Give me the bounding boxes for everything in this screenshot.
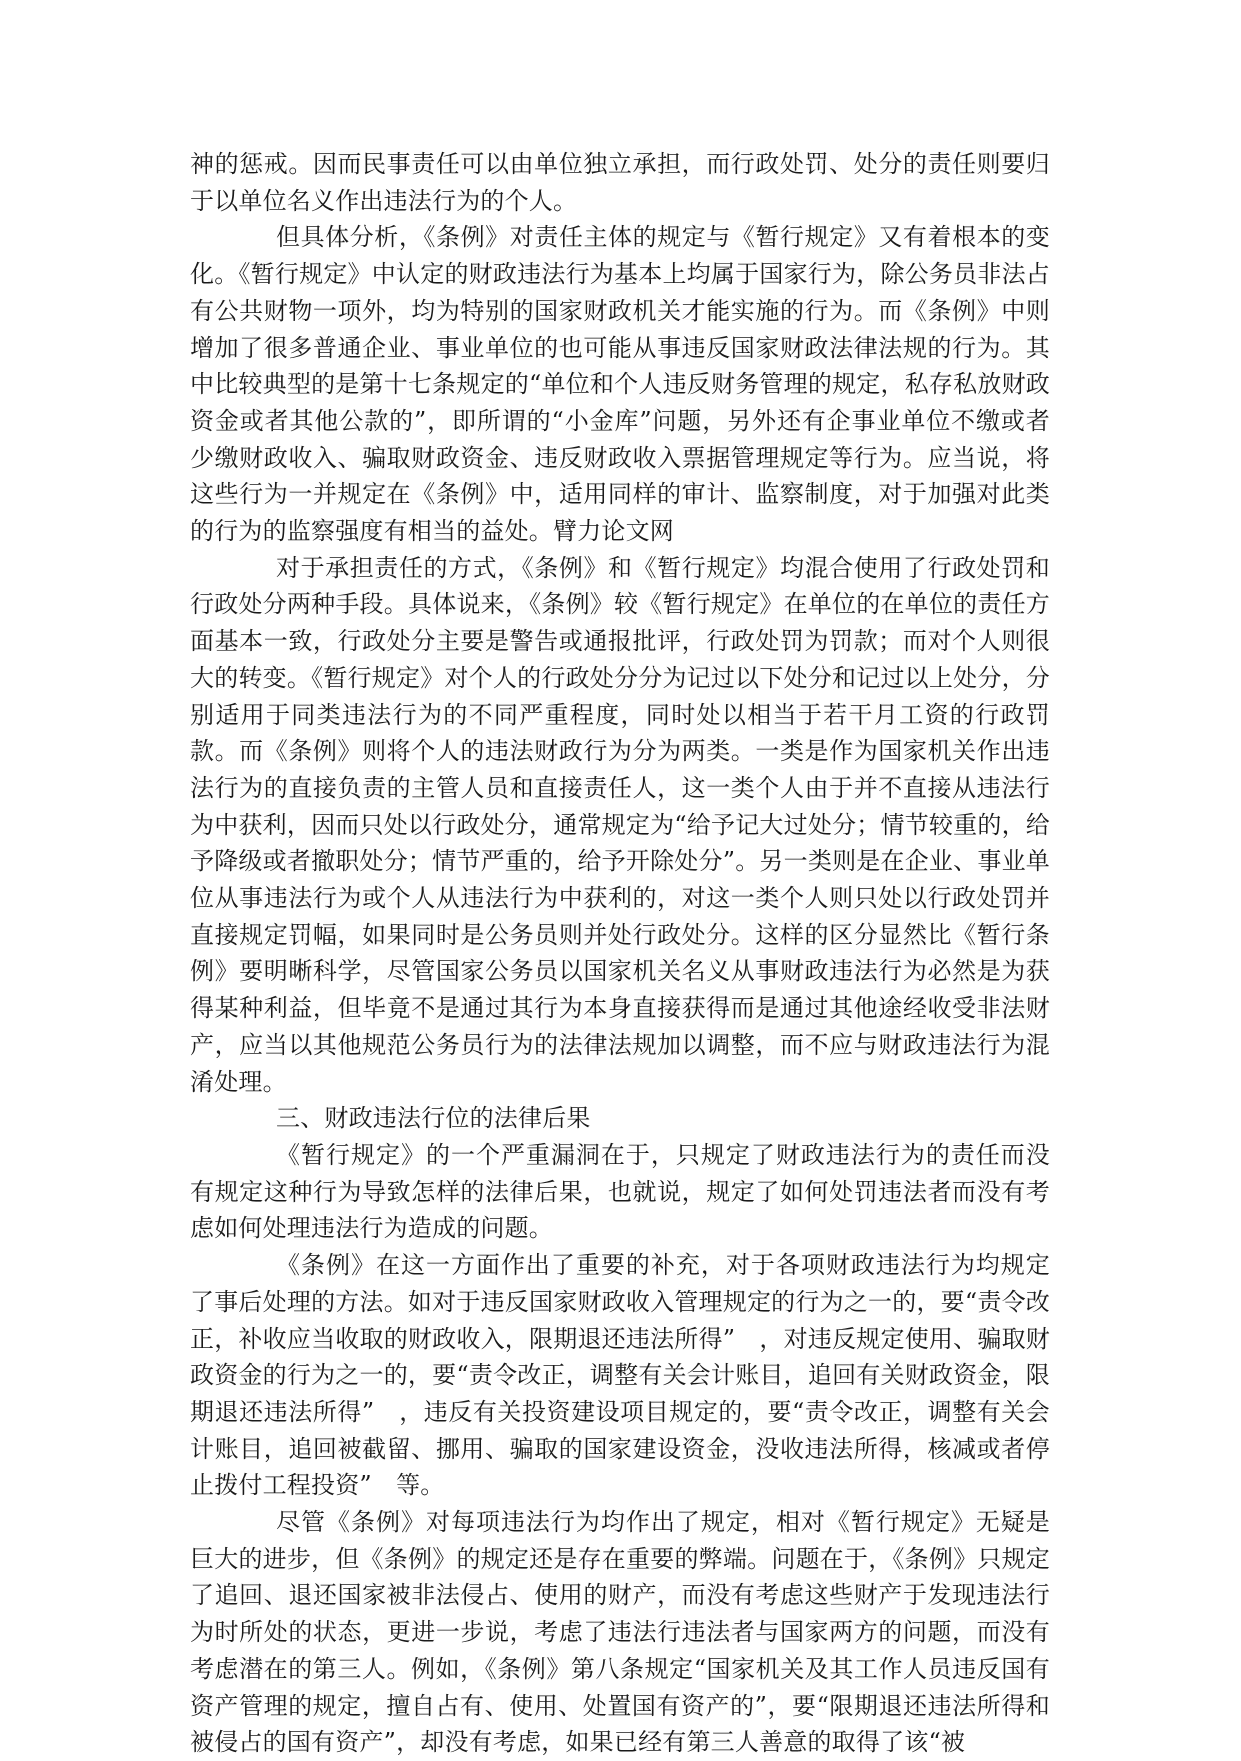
paragraph-4: 《暂行规定》的一个严重漏洞在于，只规定了财政违法行为的责任而没有规定这种行为导致怎样的法律后果，也就说，规定了如何处罚违法者而没有考虑如何处理违法行为造成的问题。 — [190, 1140, 1050, 1243]
paragraph-3: 对于承担责任的方式，《条例》和《暂行规定》均混合使用了行政处罚和行政处分两种手段。具体说来，《条例》较《暂行规定》在单位的在单位的责任方面基本一致，行政处分主要是警告或通报批评，行政处罚为罚款；而对个人则很大的转变。《暂行规定》对个人的行政处分分为记过以下处分和记过以上处分，分别适用于同类违法行为的不同严重程度，同时处以相当于若干月工资的行政罚款。而《条例》则将个人的违法财政行为分为两类。一类是作为国家机关作出违法行为的直接负责的主管人员和直接责任人，这一类个人由于并不直接从违法行为中获利，因而只处以行政处分，通常规定为“给予记大过处分；情节较重的，给予降级或者撤职处分；情节严重的，给予开除处分”。另一类则是在企业、事业单位从事违法行为或个人从违法行为中获利的，对这一类个人则只处以行政处罚并直接规定罚幅，如果同时是公务员则并处行政处分。这样的区分显然比《暂行条例》要明晰科学，尽管国家公务员以国家机关名义从事财政违法行为必然是为获得某种利益，但毕竟不是通过其行为本身直接获得而是通过其他途经收受非法财产，应当以其他规范公务员行为的法律法规加以调整，而不应与财政违法行为混淆处理。 — [190, 553, 1050, 1096]
paragraph-5: 《条例》在这一方面作出了重要的补充，对于各项财政违法行为均规定了事后处理的方法。如对于违反国家财政收入管理规定的行为之一的，要“责令改正，补收应当收取的财政收入，限期退还违法所得” ，对违反规定使用、骗取财政资金的行为之一的，要“责令改正，调整有关会计账目，追回有关财政资金，限期退还违法所得” ，违反有关投资建设项目规定的，要“责令改正，调整有关会计账目，追回被截留、挪用、骗取的国家建设资金，没收违法所得，核减或者停止拨付工程投资” 等。 — [190, 1251, 1050, 1500]
paragraph-6: 尽管《条例》对每项违法行为均作出了规定，相对《暂行规定》无疑是巨大的进步，但《条例》的规定还是存在重要的弊端。问题在于，《条例》只规定了追回、退还国家被非法侵占、使用的财产，而没有考虑这些财产于发现违法行为时所处的状态，更进一步说，考虑了违法行违法者与国家两方的问题，而没有考虑潜在的第三人。例如，《条例》第八条规定“国家机关及其工作人员违反国有资产管理的规定，擅自占有、使用、处置国有资产的”，要“限期退还违法所得和被侵占的国有资产”，却没有考虑，如果已经有第三人善意的取得了该“被 — [190, 1508, 1050, 1757]
paragraph-2: 但具体分析，《条例》对责任主体的规定与《暂行规定》又有着根本的变化。《暂行规定》中认定的财政违法行为基本上均属于国家行为，除公务员非法占有公共财物一项外，均为特别的国家财政机关才能实施的行为。而《条例》中则增加了很多普通企业、事业单位的也可能从事违反国家财政法律法规的行为。其中比较典型的是第十七条规定的“单位和个人违反财务管理的规定，私存私放财政资金或者其他公款的”，即所谓的“小金库”问题，另外还有企事业单位不缴或者少缴财政收入、骗取财政资金、违反财政收入票据管理规定等行为。应当说，将这些行为一并规定在《条例》中，适用同样的审计、监察制度，对于加强对此类的行为的监察强度有相当的益处。臂力论文网 — [190, 223, 1050, 546]
section-heading: 三、财政违法行位的法律后果 — [276, 1104, 591, 1133]
paragraph-1: 神的惩戒。因而民事责任可以由单位独立承担，而行政处罚、处分的责任则要归于以单位名义作出违法行为的个人。 — [190, 150, 1050, 215]
body-text — [190, 146, 1050, 1761]
